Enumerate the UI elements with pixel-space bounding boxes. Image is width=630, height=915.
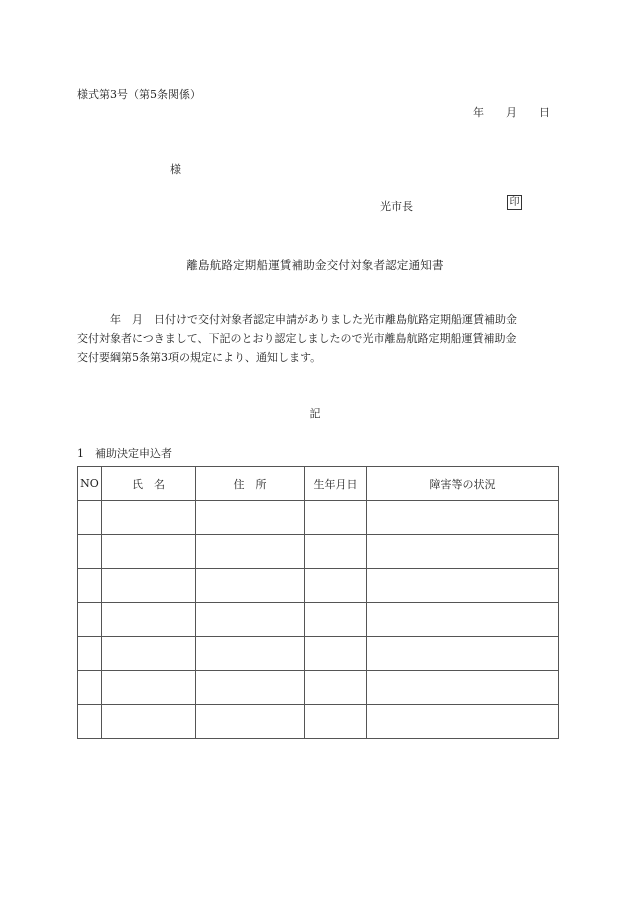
cell-name [102, 637, 196, 671]
date-line [473, 104, 550, 120]
body-paragraph [77, 310, 561, 367]
cell-birthdate [305, 637, 367, 671]
cell-disability [367, 569, 559, 603]
cell-address [196, 705, 305, 739]
cell-no [78, 535, 102, 569]
cell-disability [367, 603, 559, 637]
cell-name [102, 501, 196, 535]
cell-address [196, 535, 305, 569]
body-line-2: 交付対象者につきまして、下記のとおり認定しましたので光市離島航路定期船運賃補助金 [77, 332, 517, 345]
table-row [78, 501, 559, 535]
cell-birthdate [305, 671, 367, 705]
cell-no [78, 603, 102, 637]
cell-disability [367, 671, 559, 705]
section-heading: 1 補助決定申込者 [77, 447, 172, 460]
cell-address [196, 603, 305, 637]
applicant-table [77, 466, 559, 739]
table-row [78, 603, 559, 637]
cell-name [102, 671, 196, 705]
body-line-1: 年 月 日付けで交付対象者認定申請がありました光市離島航路定期船運賃補助金 [77, 313, 517, 326]
cell-address [196, 637, 305, 671]
form-number: 様式第3号（第5条関係） [77, 88, 201, 101]
cell-address [196, 569, 305, 603]
cell-address [196, 671, 305, 705]
addressee-honorific: 様 [170, 163, 181, 176]
seal-mark: 印 [507, 195, 522, 210]
table-row [78, 535, 559, 569]
cell-birthdate [305, 535, 367, 569]
date-day: 日 [539, 106, 550, 119]
cell-birthdate [305, 603, 367, 637]
issuer-name: 光市長 [380, 200, 413, 213]
cell-name [102, 603, 196, 637]
table-header-row [78, 467, 559, 501]
cell-no [78, 671, 102, 705]
cell-no [78, 569, 102, 603]
header-disability: 障害等の状況 [367, 467, 559, 501]
ki-heading: 記 [309, 407, 321, 420]
document-title: 離島航路定期船運賃補助金交付対象者認定通知書 [186, 258, 444, 272]
cell-birthdate [305, 501, 367, 535]
table-row [78, 671, 559, 705]
cell-no [78, 705, 102, 739]
cell-no [78, 637, 102, 671]
cell-name [102, 569, 196, 603]
cell-no [78, 501, 102, 535]
header-address: 住 所 [196, 467, 305, 501]
table-row [78, 705, 559, 739]
cell-name [102, 705, 196, 739]
cell-disability [367, 501, 559, 535]
date-year: 年 [473, 106, 484, 119]
cell-disability [367, 535, 559, 569]
cell-birthdate [305, 569, 367, 603]
cell-disability [367, 705, 559, 739]
cell-address [196, 501, 305, 535]
table-row [78, 569, 559, 603]
table-row [78, 637, 559, 671]
header-name: 氏 名 [102, 467, 196, 501]
cell-birthdate [305, 705, 367, 739]
header-no: NO [78, 467, 102, 501]
cell-name [102, 535, 196, 569]
date-month: 月 [506, 106, 517, 119]
header-birthdate: 生年月日 [305, 467, 367, 501]
cell-disability [367, 637, 559, 671]
body-line-3: 交付要綱第5条第3項の規定により、通知します。 [77, 351, 322, 364]
